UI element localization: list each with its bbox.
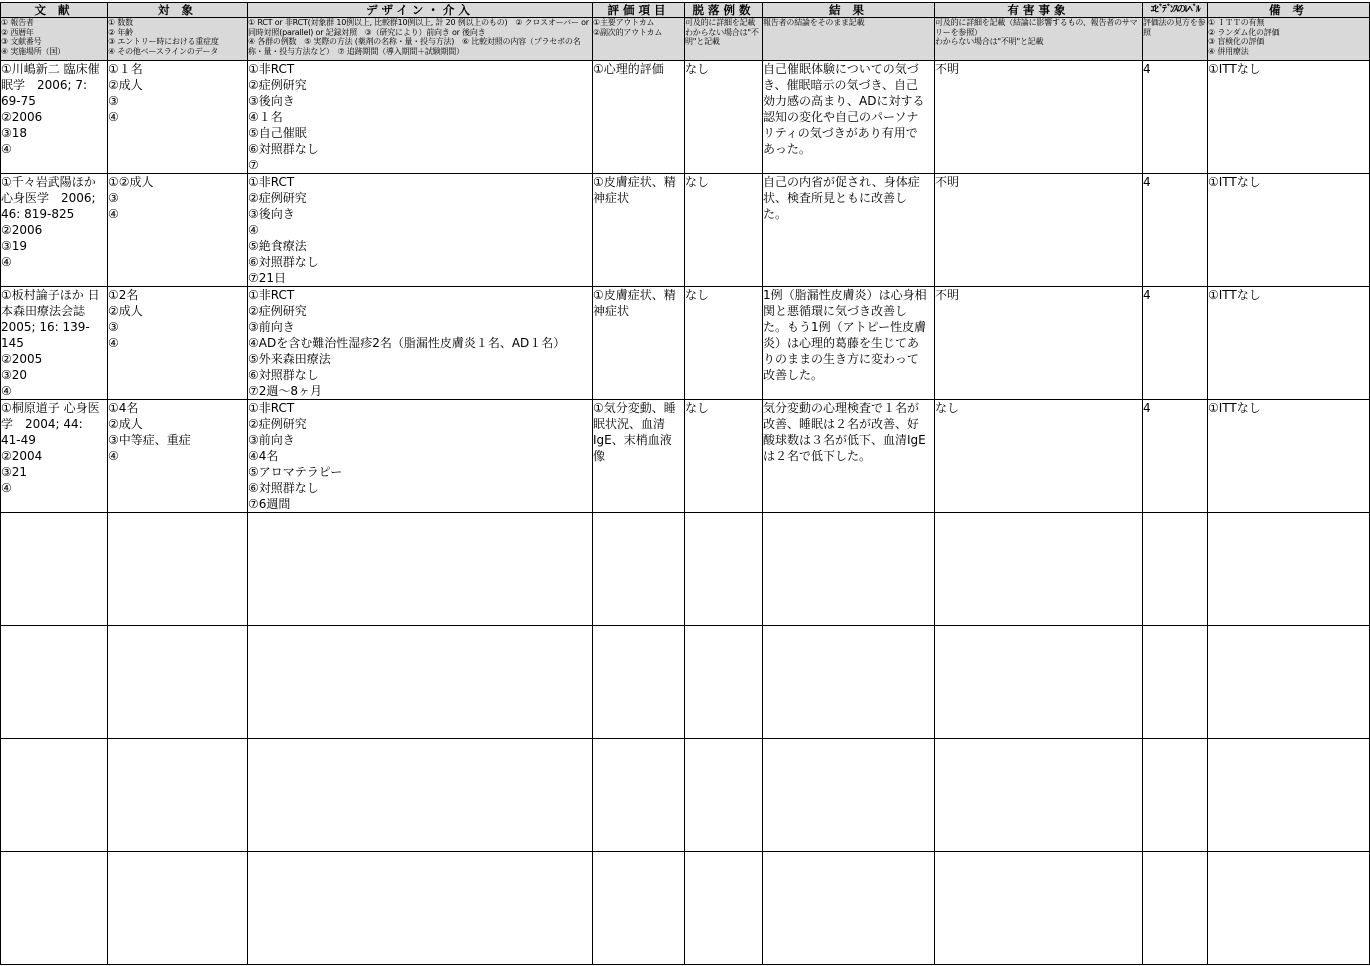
results-cell xyxy=(763,174,935,287)
cell-line: ⑥対照群なし xyxy=(248,368,319,382)
cell-line: ①心理的評価 xyxy=(593,62,664,76)
empty-cell xyxy=(763,739,935,852)
cell-line: ⑤自己催眠 xyxy=(248,126,307,140)
evidence-level-cell xyxy=(1143,287,1208,400)
outcomes-cell xyxy=(593,61,685,174)
empty-row xyxy=(1,626,1370,739)
empty-row xyxy=(1,513,1370,626)
header-cell: 有害事象 xyxy=(935,3,1143,18)
cell-line: ⑤絶食療法 xyxy=(248,239,307,253)
cell-line: ⑦ xyxy=(248,158,259,172)
evidence-level-cell xyxy=(1143,400,1208,513)
adverse-events-cell xyxy=(935,400,1143,513)
cell-line: ①非RCT xyxy=(248,401,295,415)
cell-line: ①板村論子ほか 日 xyxy=(1,288,100,302)
cell-line: IgE、末梢血液 xyxy=(593,433,672,447)
empty-cell xyxy=(1,626,108,739)
cell-line: き、催眠暗示の気づき、自己 xyxy=(763,78,919,92)
cell-line: 不明 xyxy=(935,175,960,189)
cell-line: ③ xyxy=(108,94,119,108)
subheader-cell: ① 報告者 ② 西暦年 ③ 文献番号 ④ 実施場所（国） xyxy=(1,18,108,61)
cell-line: ④ xyxy=(1,142,12,156)
subheader-cell: ①主要アウトカム ②副次的アウトカム xyxy=(593,18,685,61)
adverse-events-cell xyxy=(935,174,1143,287)
cell-line: 神症状 xyxy=(593,191,630,205)
empty-cell xyxy=(1208,739,1370,852)
empty-cell xyxy=(248,739,593,852)
subheader-cell: 可及的に詳細を記載（結論に影響するもの、報告者のサマリーを参照） わからない場合は"不明"と記載 xyxy=(935,18,1143,61)
cell-line: なし xyxy=(685,288,710,302)
table-row xyxy=(1,287,1370,400)
cell-line: ①１名 xyxy=(108,62,143,76)
empty-cell xyxy=(685,513,763,626)
cell-line: 46: 819-825 xyxy=(1,207,75,221)
cell-line: ⑥対照群なし xyxy=(248,142,319,156)
cell-line: なし xyxy=(685,175,710,189)
cell-line: ⑥対照群なし xyxy=(248,481,319,495)
header-cell: 脱落例数 xyxy=(685,3,763,18)
cell-line: 認知の変化や自己のパーソナ xyxy=(763,110,919,124)
empty-cell xyxy=(1143,852,1208,965)
empty-cell xyxy=(935,513,1143,626)
empty-cell xyxy=(935,852,1143,965)
cell-line: ①非RCT xyxy=(248,288,295,302)
adverse-events-cell xyxy=(935,61,1143,174)
cell-line: なし xyxy=(685,401,710,415)
design-cell xyxy=(248,287,593,400)
subheader-cell: 評価法の見方を参照 xyxy=(1143,18,1208,61)
cell-line: 改善、睡眠は２名が改善、好 xyxy=(763,417,920,431)
empty-cell xyxy=(248,852,593,965)
cell-line: ②成人 xyxy=(108,304,143,318)
cell-line: ⑦6週間 xyxy=(248,497,291,511)
cell-line: 4 xyxy=(1143,401,1151,415)
subheader-cell: 可及的に詳細を記載 わからない場合は"不明"と記載 xyxy=(685,18,763,61)
cell-line: ③前向き xyxy=(248,320,295,334)
empty-cell xyxy=(1143,739,1208,852)
header-cell: 評価項目 xyxy=(593,3,685,18)
cell-line: ①ITTなし xyxy=(1208,288,1261,302)
cell-line: ②成人 xyxy=(108,417,143,431)
dropouts-cell xyxy=(685,287,763,400)
cell-line: ⑦2週～8ヶ月 xyxy=(248,384,323,398)
empty-cell xyxy=(1208,626,1370,739)
results-cell xyxy=(763,287,935,400)
dropouts-cell xyxy=(685,174,763,287)
citation-cell xyxy=(1,61,108,174)
cell-line: 41-49 xyxy=(1,433,36,447)
empty-cell xyxy=(1143,513,1208,626)
cell-line: ③後向き xyxy=(248,94,295,108)
evidence-level-cell xyxy=(1143,61,1208,174)
subjects-cell xyxy=(108,61,248,174)
cell-line: ④ADを含む難治性湿疹2名（脂漏性皮膚炎１名、AD１名） xyxy=(248,336,566,350)
cell-line: ③18 xyxy=(1,126,28,140)
cell-line: ②症例研究 xyxy=(248,417,307,431)
citation-cell xyxy=(1,287,108,400)
cell-line: 像 xyxy=(593,449,606,463)
cell-line: ①非RCT xyxy=(248,62,295,76)
cell-line: 4 xyxy=(1143,175,1151,189)
outcomes-cell xyxy=(593,287,685,400)
cell-line: ①非RCT xyxy=(248,175,295,189)
cell-line: リティの気づきがあり有用で xyxy=(763,126,918,140)
cell-line: ①川嶋新二 臨床催 xyxy=(1,62,100,76)
cell-line: ⑤アロマテラピー xyxy=(248,465,343,479)
empty-cell xyxy=(935,739,1143,852)
cell-line: 神症状 xyxy=(593,304,630,318)
empty-cell xyxy=(1208,513,1370,626)
header-cell: 備 考 xyxy=(1208,3,1370,18)
cell-line: りのままの生き方に変わって xyxy=(763,352,919,366)
citation-cell xyxy=(1,174,108,287)
subheader-cell: ① 数数 ② 年齢 ③ エントリー時における重症度 ④ その他ベースラインのデータ xyxy=(108,18,248,61)
cell-line: 心身医学 2006; xyxy=(1,191,96,205)
table-row xyxy=(1,400,1370,513)
cell-line: あった。 xyxy=(763,142,811,156)
cell-line: ①2名 xyxy=(108,288,139,302)
cell-line: ③前向き xyxy=(248,433,295,447)
cell-line: 効力感の高まり、ADに対する xyxy=(763,94,925,108)
cell-line: ①気分変動、睡 xyxy=(593,401,676,415)
cell-line: ①4名 xyxy=(108,401,139,415)
cell-line: ④ xyxy=(108,336,119,350)
results-cell xyxy=(763,400,935,513)
empty-cell xyxy=(248,513,593,626)
empty-cell xyxy=(593,739,685,852)
cell-line: 4 xyxy=(1143,288,1151,302)
empty-cell xyxy=(1,852,108,965)
cell-line: 不明 xyxy=(935,62,960,76)
evidence-level-cell xyxy=(1143,174,1208,287)
remarks-cell xyxy=(1208,61,1370,174)
cell-line: ③ xyxy=(108,320,119,334)
subjects-cell xyxy=(108,287,248,400)
cell-line: ③19 xyxy=(1,239,28,253)
cell-line: ①桐原道子 心身医 xyxy=(1,401,100,415)
cell-line: 自己の内省が促され、身体症 xyxy=(763,175,920,189)
dropouts-cell xyxy=(685,61,763,174)
empty-cell xyxy=(108,513,248,626)
header-cell: 結 果 xyxy=(763,3,935,18)
cell-line: は２名で低下した。 xyxy=(763,449,872,463)
cell-line: ③中等症、重症 xyxy=(108,433,191,447)
header-cell: 対 象 xyxy=(108,3,248,18)
cell-line: 本森田療法会誌 xyxy=(1,304,86,318)
cell-line: ①ITTなし xyxy=(1208,175,1261,189)
subheader-row xyxy=(1,18,1370,61)
empty-cell xyxy=(108,739,248,852)
cell-line: ④ xyxy=(1,384,12,398)
cell-line: 1例（脂漏性皮膚炎）は心身相 xyxy=(763,288,927,302)
cell-line: 145 xyxy=(1,336,24,350)
empty-cell xyxy=(935,626,1143,739)
empty-cell xyxy=(763,513,935,626)
subheader-cell: ① RCT or 非RCT(対象群 10例以上, 比較群10例以上, 計 20 例以上のもの) ② クロスオーバー or 同時対照(parallel) or 記録対照 ③（研究により）前向き or 後向き ④ 各群の例数 ⑤ 実際の方法 (薬剤の名称・量・投与方法) ⑥ 比較対照の内容（プラセボの名称・量・投与方法など） ⑦ 追跡期間（導入期間＋試験期間） xyxy=(248,18,593,61)
cell-line: ④4名 xyxy=(248,449,279,463)
cell-line: ①皮膚症状、精 xyxy=(593,175,676,189)
cell-line: 2005; 16: 139- xyxy=(1,320,90,334)
cell-line: ④ xyxy=(108,207,119,221)
empty-cell xyxy=(685,739,763,852)
evidence-table xyxy=(0,2,1370,965)
cell-line: ④ xyxy=(108,110,119,124)
empty-cell xyxy=(593,626,685,739)
empty-cell xyxy=(108,852,248,965)
cell-line: ②症例研究 xyxy=(248,191,307,205)
subheader-cell: 報告者の結論をそのまま記載 xyxy=(763,18,935,61)
cell-line: ③後向き xyxy=(248,207,295,221)
cell-line: 気分変動の心理検査で１名が xyxy=(763,401,920,415)
cell-line: ④ xyxy=(1,481,12,495)
cell-line: ④ xyxy=(248,223,259,237)
cell-line: ③ xyxy=(108,191,119,205)
design-cell xyxy=(248,400,593,513)
cell-line: ④ xyxy=(108,449,119,463)
empty-cell xyxy=(763,852,935,965)
cell-line: ③20 xyxy=(1,368,28,382)
empty-cell xyxy=(763,626,935,739)
empty-cell xyxy=(593,852,685,965)
dropouts-cell xyxy=(685,400,763,513)
cell-line: ④ xyxy=(1,255,12,269)
header-cell: ｴﾋﾞﾃﾞﾝｽのﾚﾍﾞﾙ xyxy=(1143,3,1208,18)
cell-line: ①千々岩武陽ほか xyxy=(1,175,96,189)
cell-line: ③21 xyxy=(1,465,28,479)
cell-line: 眠状況、血清 xyxy=(593,417,666,431)
cell-line: ⑥対照群なし xyxy=(248,255,319,269)
cell-line: ②2006 xyxy=(1,223,43,237)
cell-line: 酸球数は３名が低下、血清IgE xyxy=(763,433,926,447)
remarks-cell xyxy=(1208,287,1370,400)
outcomes-cell xyxy=(593,174,685,287)
remarks-cell xyxy=(1208,400,1370,513)
cell-line: ②症例研究 xyxy=(248,304,307,318)
cell-line: ①ITTなし xyxy=(1208,62,1261,76)
empty-cell xyxy=(593,513,685,626)
empty-cell xyxy=(685,626,763,739)
design-cell xyxy=(248,174,593,287)
cell-line: 学 2004; 44: xyxy=(1,417,83,431)
header-cell: 文 献 xyxy=(1,3,108,18)
table-row xyxy=(1,174,1370,287)
table-row xyxy=(1,61,1370,174)
cell-line: 改善した。 xyxy=(763,368,824,382)
subheader-cell: ① ＩＴＴの有無 ② ランダム化の評価 ③ 盲検化の評価 ④ 併用療法 xyxy=(1208,18,1370,61)
cell-line: 炎）は心理的葛藤を生じてあ xyxy=(763,336,920,350)
remarks-cell xyxy=(1208,174,1370,287)
cell-line: た。 xyxy=(763,207,788,221)
empty-cell xyxy=(1,739,108,852)
header-cell: デザイン・介入 xyxy=(248,3,593,18)
cell-line: 眠学 2006; 7: xyxy=(1,78,88,92)
cell-line: ①ITTなし xyxy=(1208,401,1261,415)
empty-cell xyxy=(108,626,248,739)
cell-line: 関と悪循環に気づき改善し xyxy=(763,304,908,318)
header-row xyxy=(1,3,1370,18)
cell-line: なし xyxy=(935,401,960,415)
empty-row xyxy=(1,739,1370,852)
empty-cell xyxy=(1,513,108,626)
empty-cell xyxy=(1143,626,1208,739)
cell-line: ①②成人 xyxy=(108,175,154,189)
adverse-events-cell xyxy=(935,287,1143,400)
subjects-cell xyxy=(108,174,248,287)
cell-line: 状、検査所見ともに改善し xyxy=(763,191,908,205)
cell-line: ②成人 xyxy=(108,78,143,92)
outcomes-cell xyxy=(593,400,685,513)
cell-line: ②症例研究 xyxy=(248,78,307,92)
cell-line: 自己催眠体験についての気づ xyxy=(763,62,919,76)
cell-line: ④１名 xyxy=(248,110,283,124)
empty-cell xyxy=(248,626,593,739)
empty-row xyxy=(1,852,1370,965)
subjects-cell xyxy=(108,400,248,513)
cell-line: ⑤外来森田療法 xyxy=(248,352,331,366)
design-cell xyxy=(248,61,593,174)
empty-cell xyxy=(685,852,763,965)
cell-line: ②2005 xyxy=(1,352,43,366)
cell-line: ⑦21日 xyxy=(248,271,287,285)
cell-line: た。もう1例（アトピー性皮膚 xyxy=(763,320,927,334)
cell-line: ②2006 xyxy=(1,110,43,124)
table-body xyxy=(1,61,1370,965)
cell-line: なし xyxy=(685,62,710,76)
cell-line: 4 xyxy=(1143,62,1151,76)
cell-line: 不明 xyxy=(935,288,960,302)
empty-cell xyxy=(1208,852,1370,965)
cell-line: 69-75 xyxy=(1,94,36,108)
results-cell xyxy=(763,61,935,174)
cell-line: ②2004 xyxy=(1,449,43,463)
citation-cell xyxy=(1,400,108,513)
cell-line: ①皮膚症状、精 xyxy=(593,288,676,302)
